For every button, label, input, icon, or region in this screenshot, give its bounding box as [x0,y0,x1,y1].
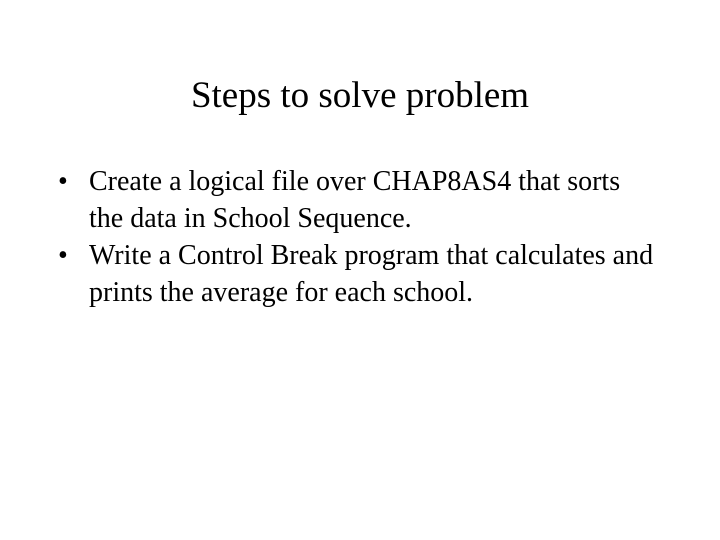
bullet-item [58,237,658,311]
slide-title: Steps to solve problem [190,75,530,116]
bullet-dot-icon: • [58,240,68,271]
bullet-text: Write a Control Break program that calculates and prints the average for each school. [89,240,654,308]
bullet-dot-icon: • [58,166,68,197]
bullet-text: Create a logical file over CHAP8AS4 that sorts the data in School Sequence. [89,166,621,234]
bullet-list [58,163,658,311]
bullet-item [58,163,658,237]
